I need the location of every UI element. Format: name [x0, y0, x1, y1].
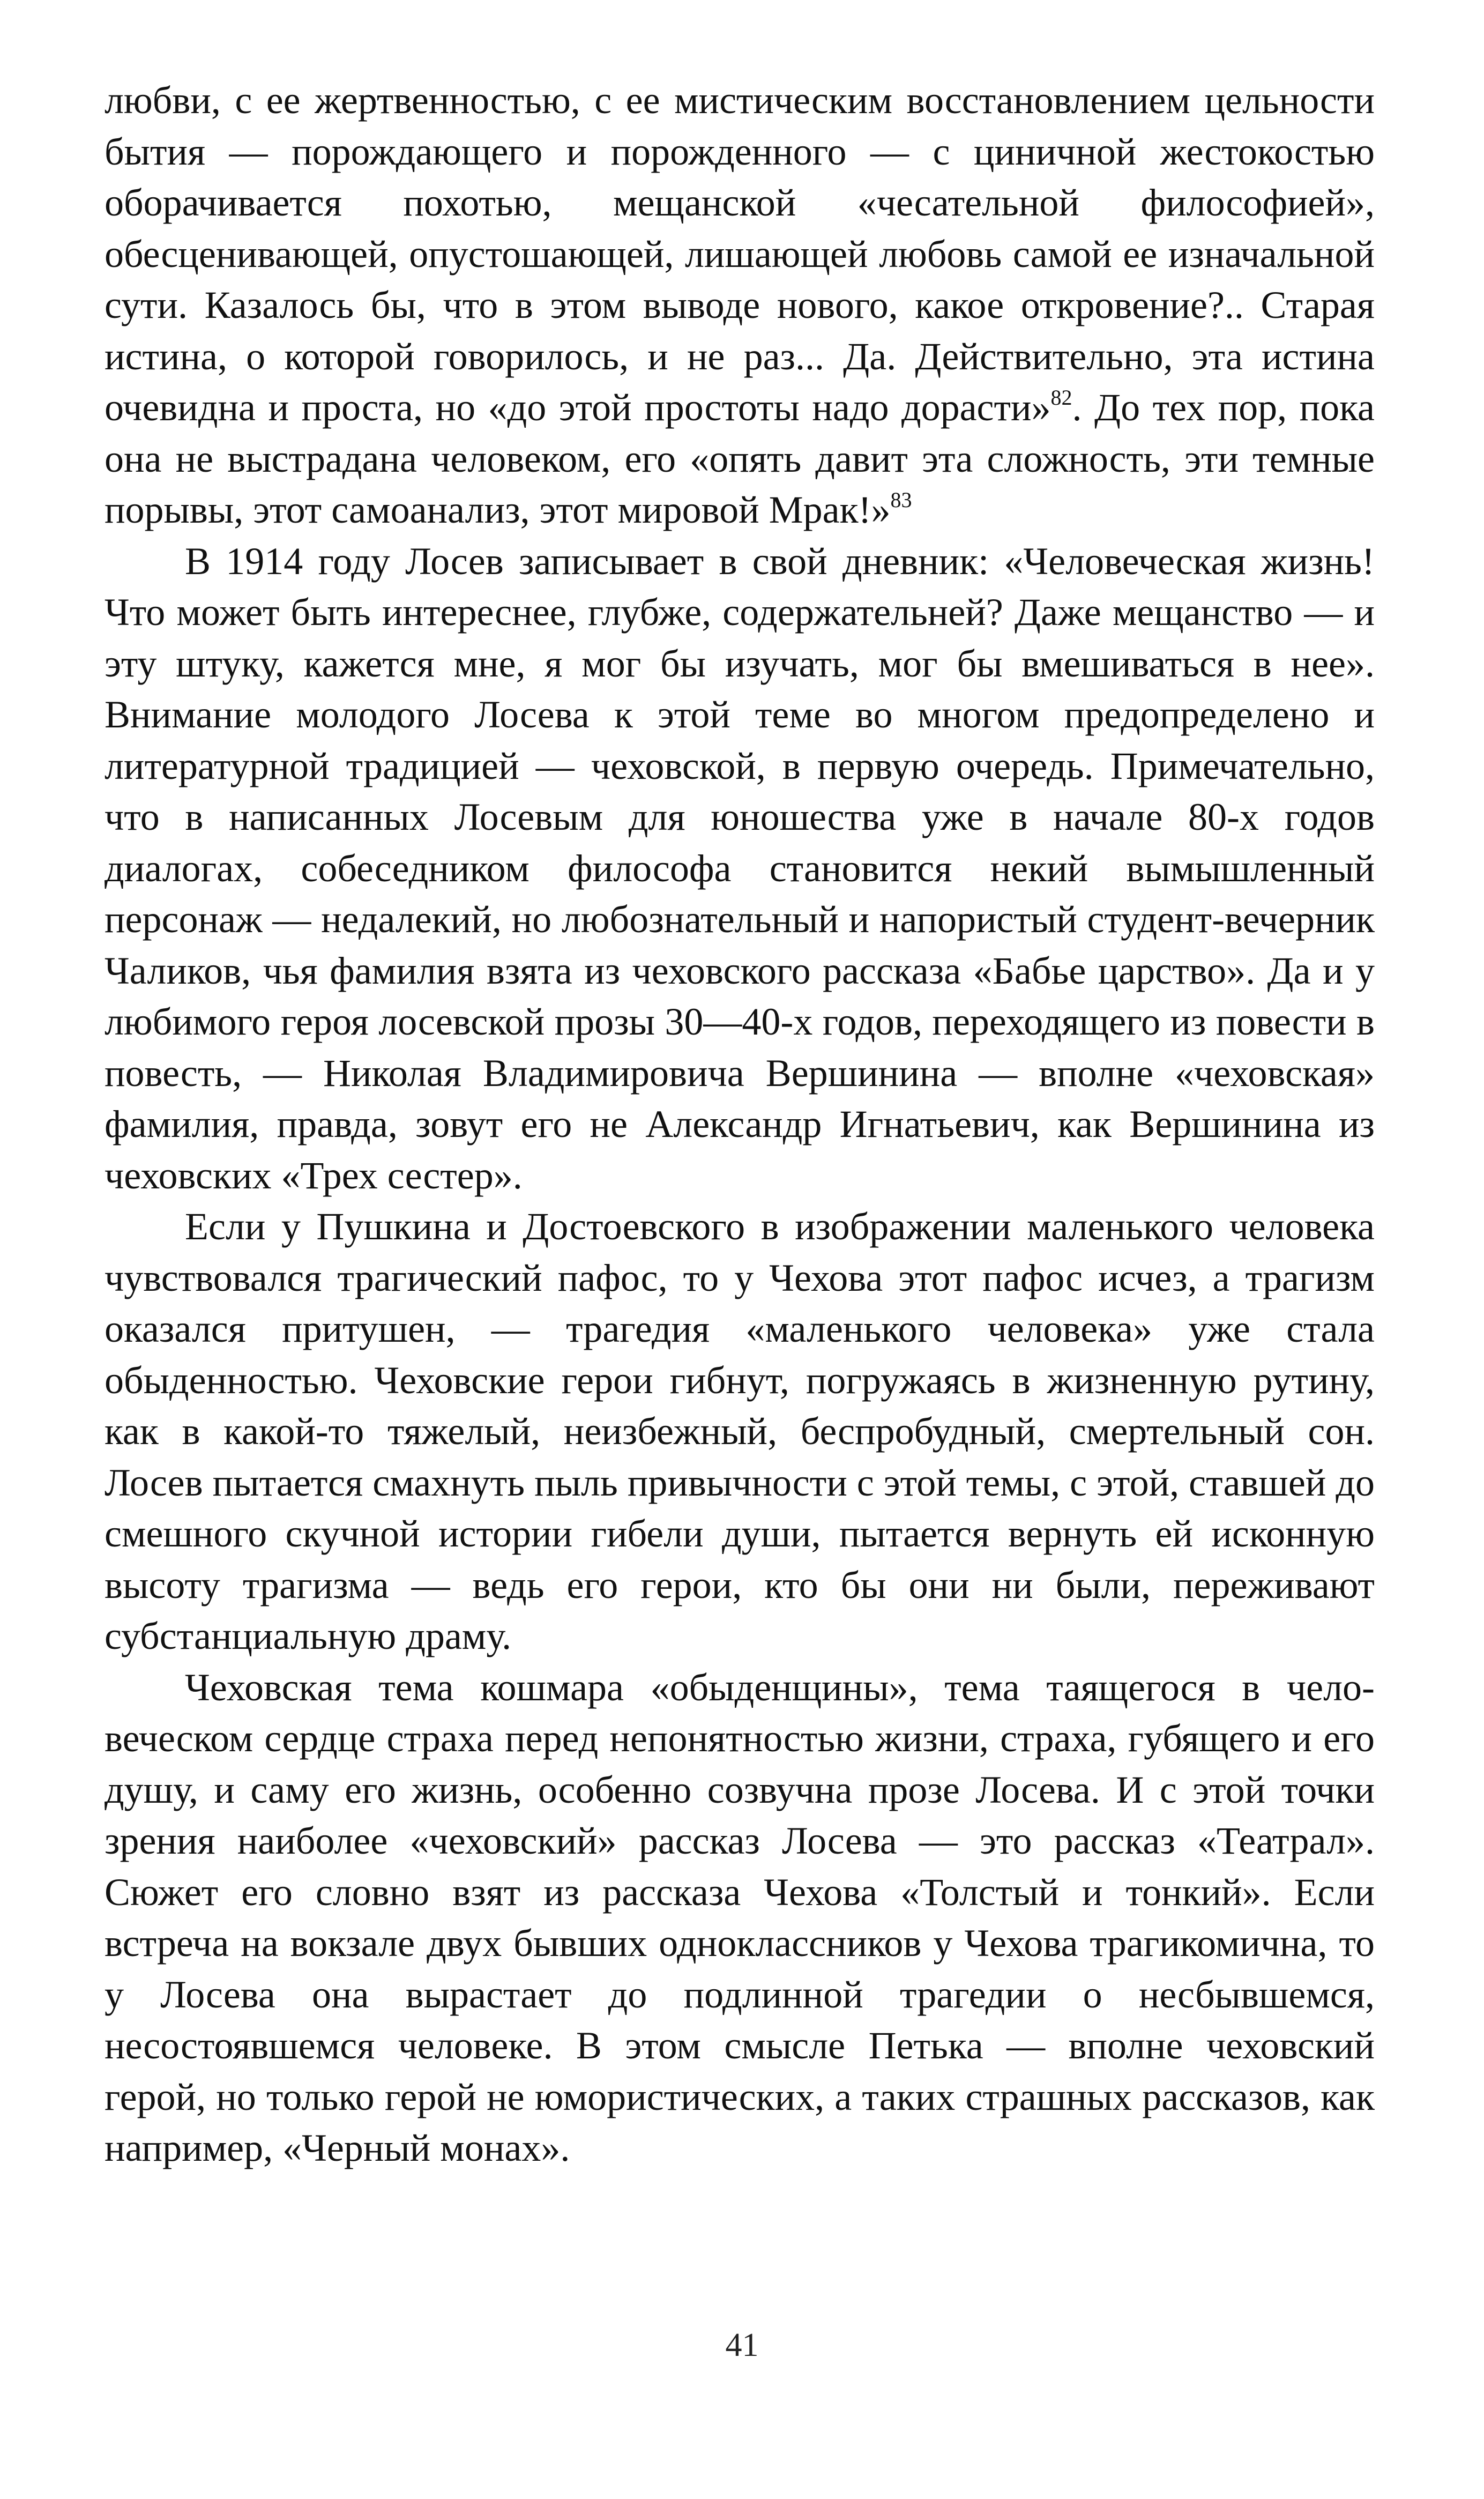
footnote-ref-82: 82 — [1050, 385, 1072, 410]
paragraph-1-text-b: . До тех пор, пока она не выстрадана человеком, его «опять давит эта сложность, эти темные порывы, этот самоанализ, этот мировой Мрак!» — [105, 386, 1375, 531]
paragraph-1-text-a: любви, с ее жертвенностью, с ее мистическим восстановлением цельности бытия — порождающего и порожденного — с циничной жестокостью оборачивается похотью, мещанской «чесательной философией», обесценивающей, опустошающей, лишающей любовь самой ее изначальной сути. Казалось бы, что в этом выводе нового, какое откровение?.. Старая истина, о которой говорилось, и не раз... Да. Действительно, эта истина очевидна и проста, но «до этой простоты надо дорасти» — [105, 79, 1375, 429]
page-number: 41 — [725, 2327, 759, 2363]
footnote-ref-83: 83 — [890, 488, 912, 512]
page-body — [105, 75, 1375, 2174]
paragraph-4: Чеховская тема кошмара «обыденщины», тема таящегося в человеческом сердце страха перед непонятностью жизни, страха, губящего и его душу, и саму его жизнь, особенно созвучна прозе Лосева. И с этой точки зрения наиболее «чеховский» рассказ Лосева — это рассказ «Театрал». Сюжет его словно взят из рассказа Чехова «Толстый и тонкий». Если встреча на вокзале двух бывших одноклассников у Чехова трагикомична, то у Лосева она вырастает до подлинной трагедии о несбывшемся, несостоявшемся человеке. В этом смысле Петька — вполне чеховский герой, но только герой не юмористических, а таких страшных рассказов, как например, «Черный монах». — [105, 1665, 1375, 2169]
paragraph-3: Если у Пушкина и Достоевского в изображении маленького человека чувствовался трагический пафос, то у Чехова этот пафос исчез, а трагизм оказался притушен, — трагедия «маленького человека» уже стала обыденностью. Чеховские герои гибнут, погружаясь в жизненную рутину, как в какой-то тяжелый, неизбежный, беспробудный, смертельный сон. Лосев пытается смахнуть пыль привычности с этой темы, с этой, ставшей до смешного скучной истории гибели души, пытается вернуть ей исконную высоту трагизма — ведь его герои, кто бы они ни были, переживают субстанциальную драму. — [105, 1205, 1375, 1657]
paragraph-2: В 1914 году Лосев записывает в свой дневник: «Человеческая жизнь! Что может быть интереснее, глубже, содержательней? Даже мещанство — и эту штуку, кажется мне, я мог бы изучать, мог бы вмешиваться в нее». Внимание молодого Лосева к этой теме во многом предопределено и литературной традицией — чеховской, в первую очередь. Примечательно, что в написанных Лосевым для юношества уже в начале 80-х годов диалогах, собеседником философа становится некий вымышленный персонаж — недалекий, но любознательный и напористый студент-вечерник Чаликов, чья фамилия взята из чеховского рассказа «Бабье царство». Да и у любимого героя лосевской прозы 30—40-х годов, переходящего из повести в повесть, — Николая Владимировича Вершинина — вполне «чеховская» фамилия, правда, зовут его не Александр Игнатьевич, как Вершинина из чеховских «Трех сестер». — [105, 539, 1375, 1197]
paragraph-1 — [105, 75, 1375, 536]
